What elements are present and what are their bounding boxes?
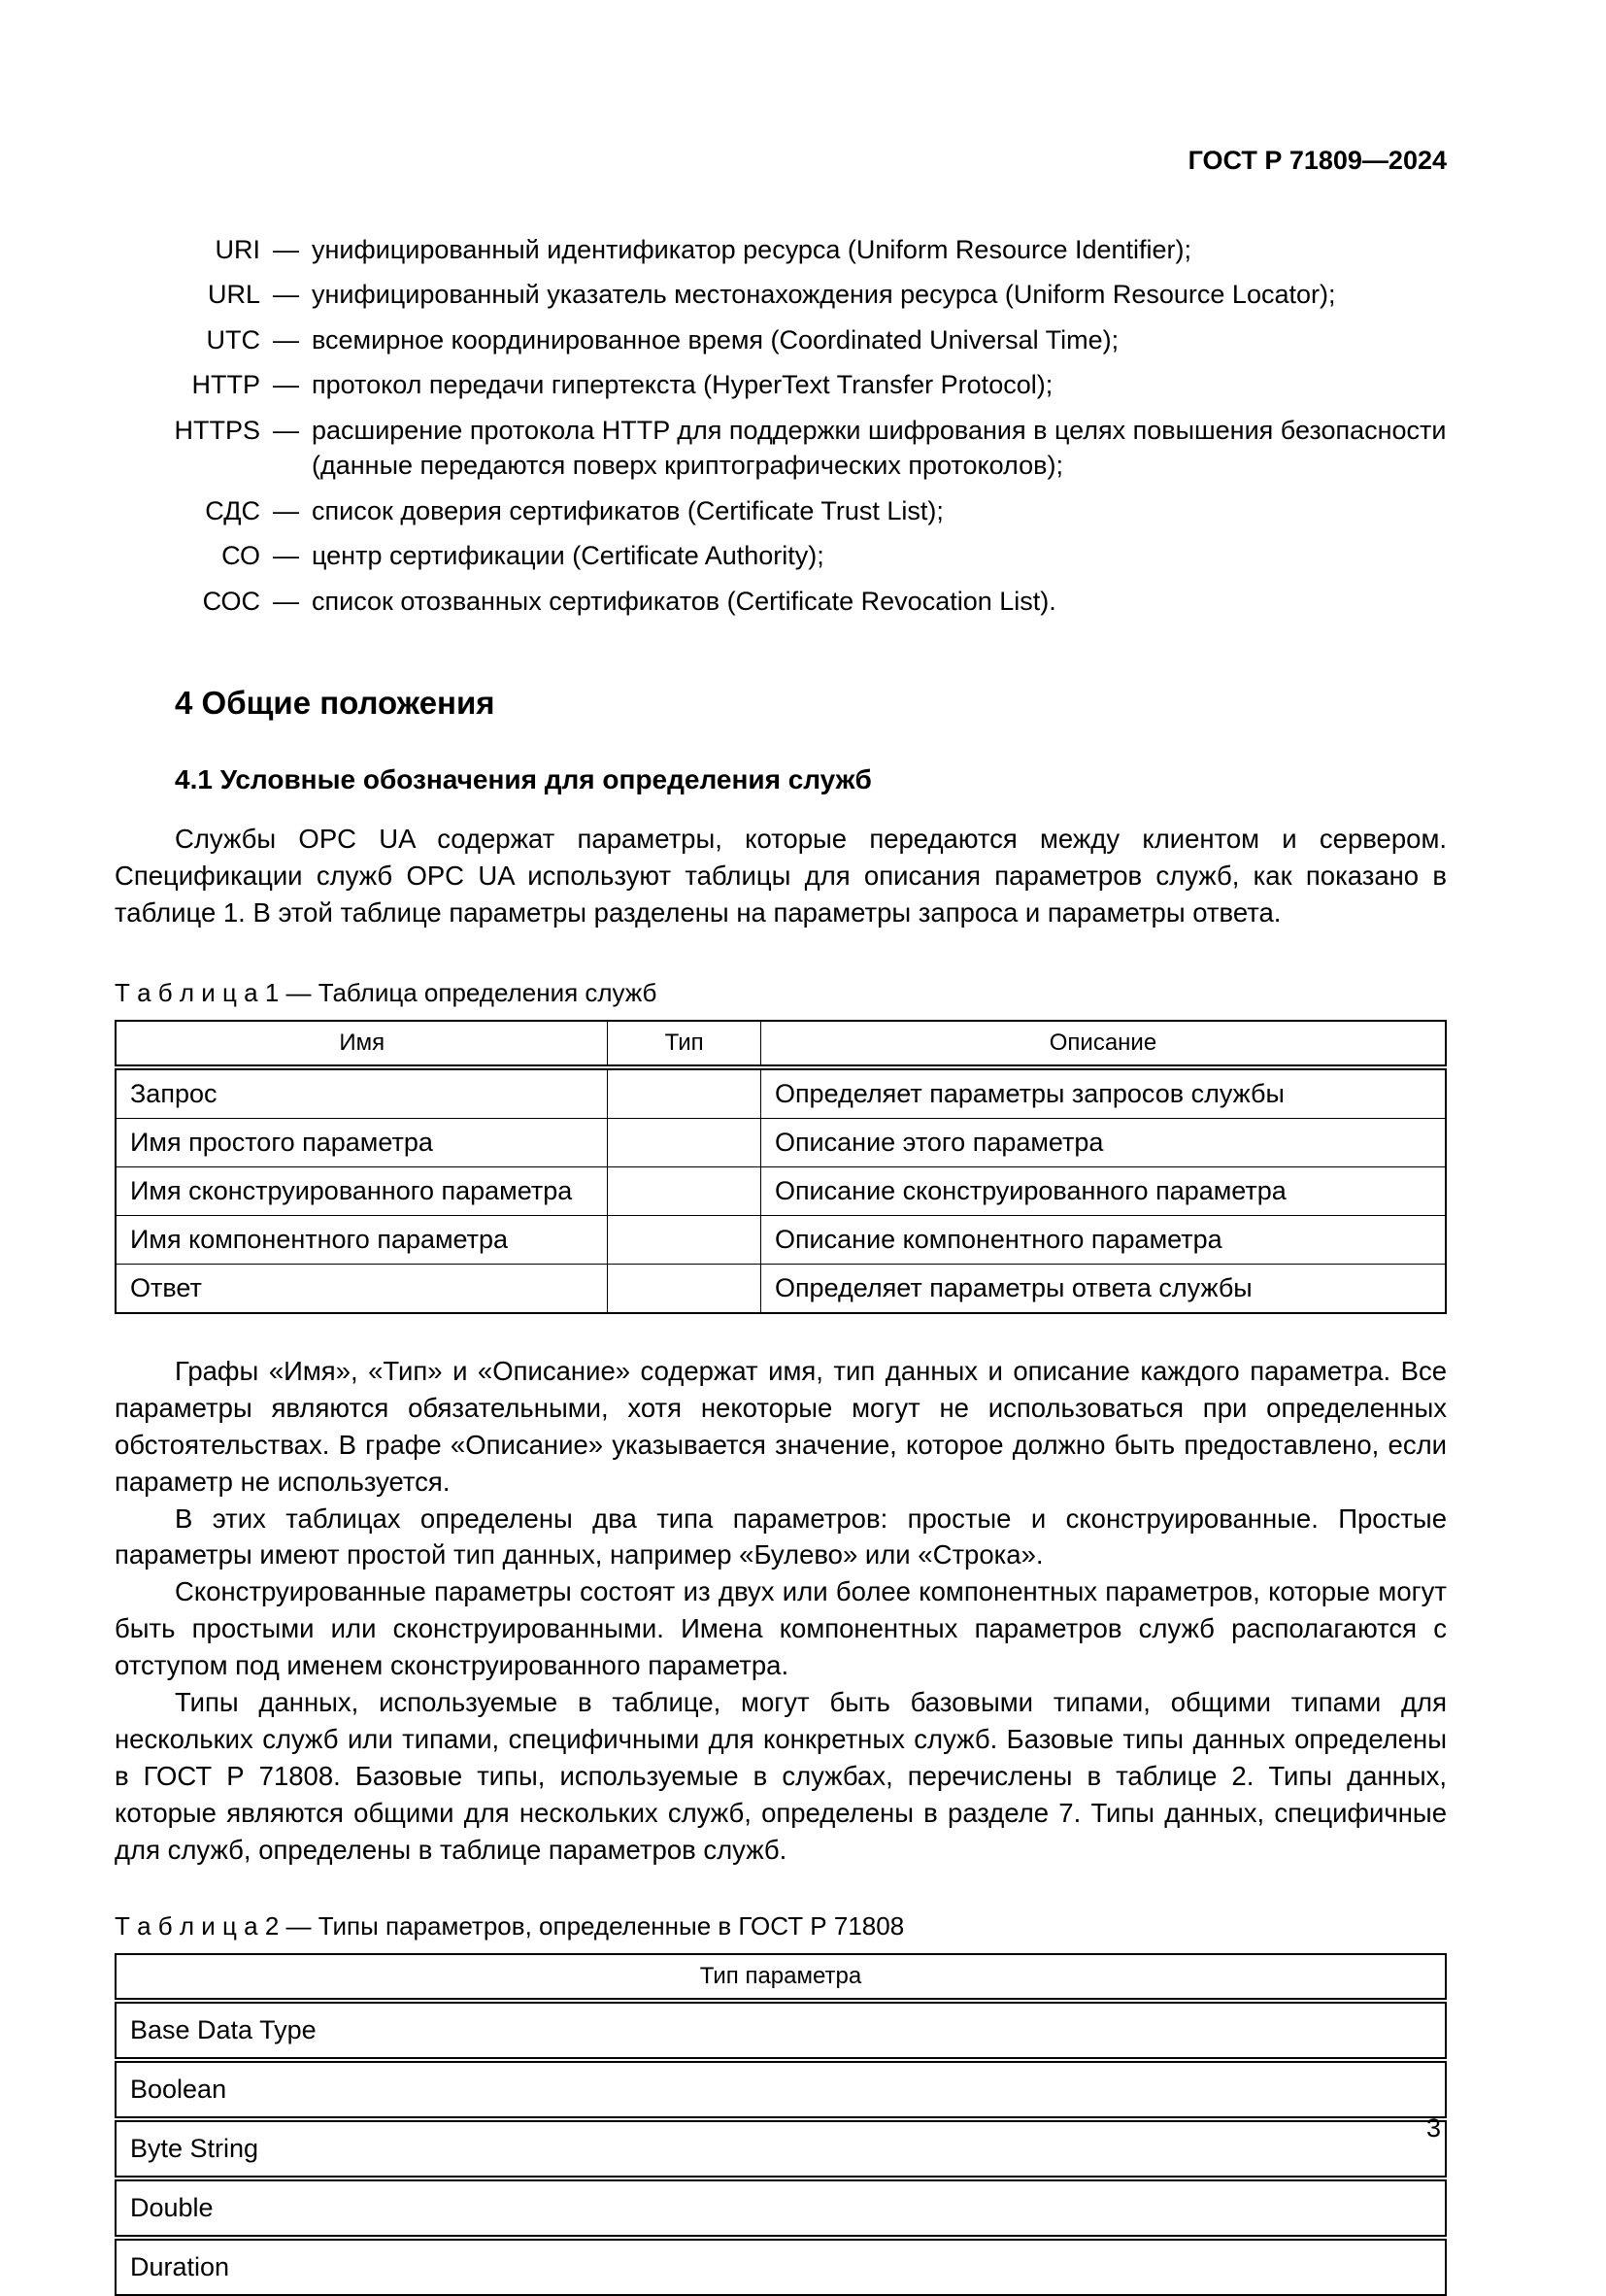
abbreviation-term: СОС (202, 586, 260, 616)
section-heading: 4 Общие положения (175, 684, 495, 721)
abbreviation-definition: центр сертификации (Certificate Authority); (312, 541, 824, 571)
abbreviation-dash: — (273, 586, 299, 616)
table-row (116, 1118, 1446, 1166)
abbreviations-list (115, 232, 1447, 619)
page-number: 3 (1425, 2113, 1441, 2143)
abbreviation-dash: — (273, 235, 299, 264)
paragraph: В этих таблицах определены два типа параметров: простые и сконструированные. Простые параметры имеют простой тип данных, например «Булево» или «Строка». (115, 1503, 1447, 1570)
cell-description: Описание сконструированного параметра (760, 1166, 1446, 1215)
abbreviation-item (115, 584, 1447, 619)
abbreviation-term: HTTPS (174, 415, 260, 445)
abbreviation-item (115, 538, 1447, 573)
abbreviation-definition: расширение протокола HTTP для поддержки шифрования в целях повышения безопасности (данные передаются поверх криптографических протоколов); (312, 415, 1447, 481)
abbreviation-term: UTC (206, 324, 260, 355)
cell-description: Определяет параметры ответа службы (760, 1264, 1446, 1313)
cell-type (608, 1067, 761, 1119)
subsection-heading: 4.1 Условные обозначения для определения служб (175, 763, 872, 794)
cell-name: Имя компонентного параметра (116, 1215, 608, 1264)
abbreviation-item (115, 277, 1447, 312)
cell-name: Имя простого параметра (116, 1118, 608, 1166)
cell-name: Запрос (116, 1067, 608, 1119)
abbreviation-item (115, 322, 1447, 357)
abbreviation-dash: — (273, 280, 299, 310)
table-row (116, 2060, 1446, 2119)
abbreviation-dash: — (273, 370, 299, 400)
abbreviation-item (115, 232, 1447, 267)
abbreviation-dash: — (273, 541, 299, 571)
document-code: ГОСТ Р 71809—2024 (1188, 146, 1447, 175)
paragraph: Сконструированные параметры состоят из двух или более компонентных параметров, которые могут быть простыми или сконструированными. Имена компонентных параметров служб располагаются с отступом под именем сконструированного параметра. (115, 1576, 1447, 1681)
cell-type (608, 1166, 761, 1215)
abbreviation-item (115, 493, 1447, 528)
table-row (116, 1166, 1446, 1215)
abbreviation-term: URL (207, 280, 260, 310)
table-row (116, 1215, 1446, 1264)
cell-name: Имя сконструированного параметра (116, 1166, 608, 1215)
abbreviation-dash: — (273, 324, 299, 355)
cell-parameter-type: Byte String (116, 2119, 1446, 2178)
table-row (116, 1067, 1446, 1119)
table2-caption: Т а б л и ц а 2 — Типы параметров, определенные в ГОСТ Р 71808 (115, 1910, 905, 1941)
abbreviation-definition: список доверия сертификатов (Certificate Trust List); (312, 495, 944, 525)
paragraph: Службы OPC UA содержат параметры, которые передаются между клиентом и сервером. Спецификации служб OPC UA используют таблицы для описания параметров служб, как показано в таблице 1. В этой таблице параметры разделены на параметры запроса и параметры ответа. (115, 823, 1447, 928)
abbreviation-definition: список отозванных сертификатов (Certificate Revocation List). (312, 586, 1056, 616)
table-row (116, 2001, 1446, 2060)
column-header-name: Имя (116, 1021, 608, 1067)
abbreviation-definition: всемирное координированное время (Coordinated Universal Time); (312, 324, 1120, 355)
abbreviation-term: URI (215, 235, 260, 264)
table-row (116, 2178, 1446, 2238)
abbreviation-dash: — (273, 495, 299, 525)
cell-parameter-type: Double (116, 2178, 1446, 2238)
abbreviation-definition: унифицированный указатель местонахождения ресурса (Uniform Resource Locator); (312, 280, 1336, 310)
cell-parameter-type: Duration (130, 2251, 230, 2281)
abbreviation-dash: — (273, 415, 299, 445)
table-row (116, 2238, 1446, 2295)
abbreviation-item (115, 413, 1447, 484)
paragraph: Типы данных, используемые в таблице, могут быть базовыми типами, общими типами для нескольких служб или типами, специфичными для конкретных служб. Базовые типы данных определены в ГОСТ Р 71808. Базовые типы, используемые в службах, перечислены в таблице 2. Типы данных, которые являются общими для нескольких служб, определены в разделе 7. Типы данных, специфичные для служб, определены в таблице параметров служб. (115, 1687, 1447, 1865)
abbreviation-term: HTTP (191, 370, 260, 400)
abbreviation-item (115, 367, 1447, 402)
table1-caption: Т а б л и ц а 1 — Таблица определения служб (115, 977, 657, 1007)
abbreviation-definition: унифицированный идентификатор ресурса (Uniform Resource Identifier); (312, 235, 1192, 264)
cell-type (608, 1215, 761, 1264)
service-definition-table (115, 1020, 1447, 1314)
column-header-type: Тип (608, 1021, 761, 1067)
abbreviation-term: СО (221, 541, 260, 571)
cell-type (608, 1118, 761, 1166)
paragraph: Графы «Имя», «Тип» и «Описание» содержат имя, тип данных и описание каждого параметра. Все параметры являются обязательными, хотя некоторые могут не использоваться при определенных обстоятельствах. В графе «Описание» указывается значение, которое должно быть предоставлено, если параметр не используется. (115, 1355, 1447, 1497)
table-row (116, 1264, 1446, 1313)
cell-description: Описание компонентного параметра (760, 1215, 1446, 1264)
cell-parameter-type: Base Data Type (116, 2001, 1446, 2060)
abbreviation-term: СДС (205, 495, 260, 525)
table-header-row (116, 1021, 1446, 1067)
cell-name: Ответ (130, 1272, 202, 1302)
body-text-block (115, 1353, 1447, 1869)
column-header-parameter-type: Тип параметра (116, 1954, 1446, 2001)
cell-parameter-type: Boolean (116, 2060, 1446, 2119)
table-header-row (116, 1954, 1446, 2001)
column-header-description: Описание (760, 1021, 1446, 1067)
cell-description: Определяет параметры запросов службы (760, 1067, 1446, 1119)
parameter-types-table (115, 1953, 1447, 2296)
cell-type (608, 1264, 761, 1313)
table-row (116, 2119, 1446, 2178)
abbreviation-definition: протокол передачи гипертекста (HyperText Transfer Protocol); (312, 370, 1054, 400)
cell-description: Описание этого параметра (760, 1118, 1446, 1166)
